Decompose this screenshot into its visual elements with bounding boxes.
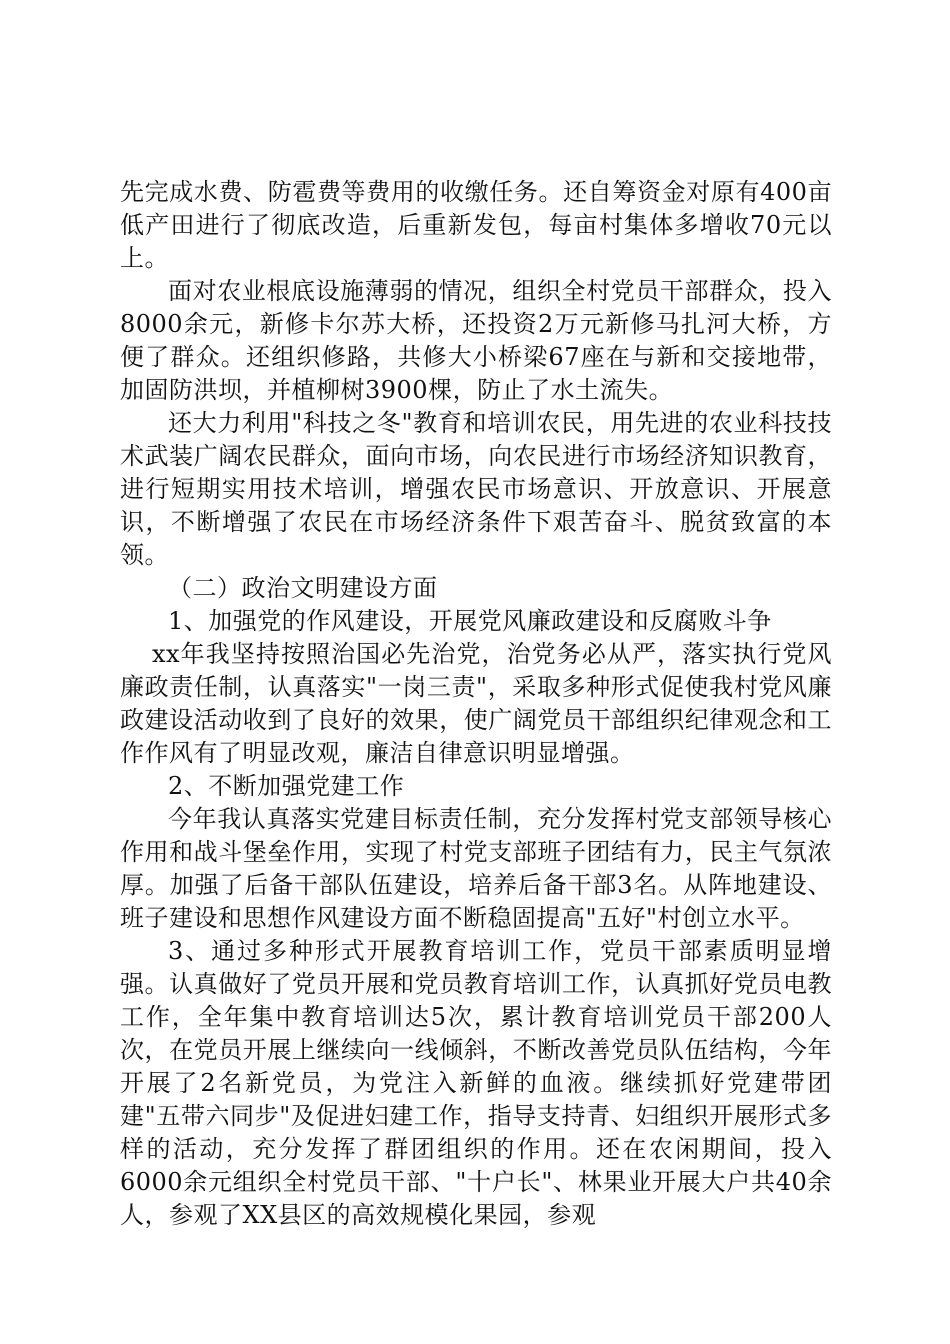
paragraph-party-conduct: xx年我坚持按照治国必先治党，治党务必从严，落实执行党风廉政责任制，认真落实"一岗三责"，采取多种形式促使我村党风廉政建设活动收到了良好的效果，使广阔党员干部组织纪律观念和工作作风有了明显改观，廉洁自律意识明显增强。 (120, 640, 832, 767)
paragraph-education-training: 3、通过多种形式开展教育培训工作，党员干部素质明显增强。认真做好了党员开展和党员教育培训工作，认真抓好党员电教工作，全年集中教育培训达5次，累计教育培训党员干部200人次，在党员开展上继续向一线倾斜，不断改善党员队伍结构，今年开展了2名新党员，为党注入新鲜的血液。继续抓好党建带团建"五带六同步"及促进妇建工作，指导支持青、妇组织开展形式多样的活动，充分发挥了群团组织的作用。还在农闲期间，投入6000余元组织全村党员干部、"十户长"、林果业开展大户共40余人，参观了XX县区的高效规模化果园，参观 (120, 937, 832, 1229)
paragraph-party-building: 今年我认真落实党建目标责任制，充分发挥村党支部领导核心作用和战斗堡垒作用，实现了村党支部班子团结有力，民主气氛浓厚。加强了后备干部队伍建设，培养后备干部3名。从阵地建设、班子建设和思想作风建设方面不断稳固提高"五好"村创立水平。 (120, 805, 832, 932)
section-heading-political: （二）政治文明建设方面 (168, 574, 438, 602)
paragraph-fee-collection: 先完成水费、防雹费等费用的收缴任务。还自筹资金对原有400亩低产田进行了彻底改造，后重新发包，每亩村集体多增收70元以上。 (120, 178, 832, 272)
paragraph-tech-training: 还大力利用"科技之冬"教育和培训农民，用先进的农业科技技术武装广阔农民群众，面向市场，向农民进行市场经济知识教育，进行短期实用技术培训，增强农民市场意识、开放意识、开展意识，不断增强了农民在市场经济条件下艰苦奋斗、脱贫致富的本领。 (120, 409, 832, 569)
paragraph-infrastructure: 面对农业根底设施薄弱的情况，组织全村党员干部群众，投入8000余元，新修卡尔苏大桥，还投资2万元新修马扎河大桥，方便了群众。还组织修路，共修大小桥梁67座在与新和交接地带，加固防洪坝，并植柳树3900棵，防止了水土流失。 (120, 277, 832, 404)
subheading-party-building: 2、不断加强党建工作 (168, 772, 405, 800)
document-body (120, 176, 832, 1232)
subheading-party-conduct: 1、加强党的作风建设，开展党风廉政建设和反腐败斗争 (168, 607, 772, 635)
